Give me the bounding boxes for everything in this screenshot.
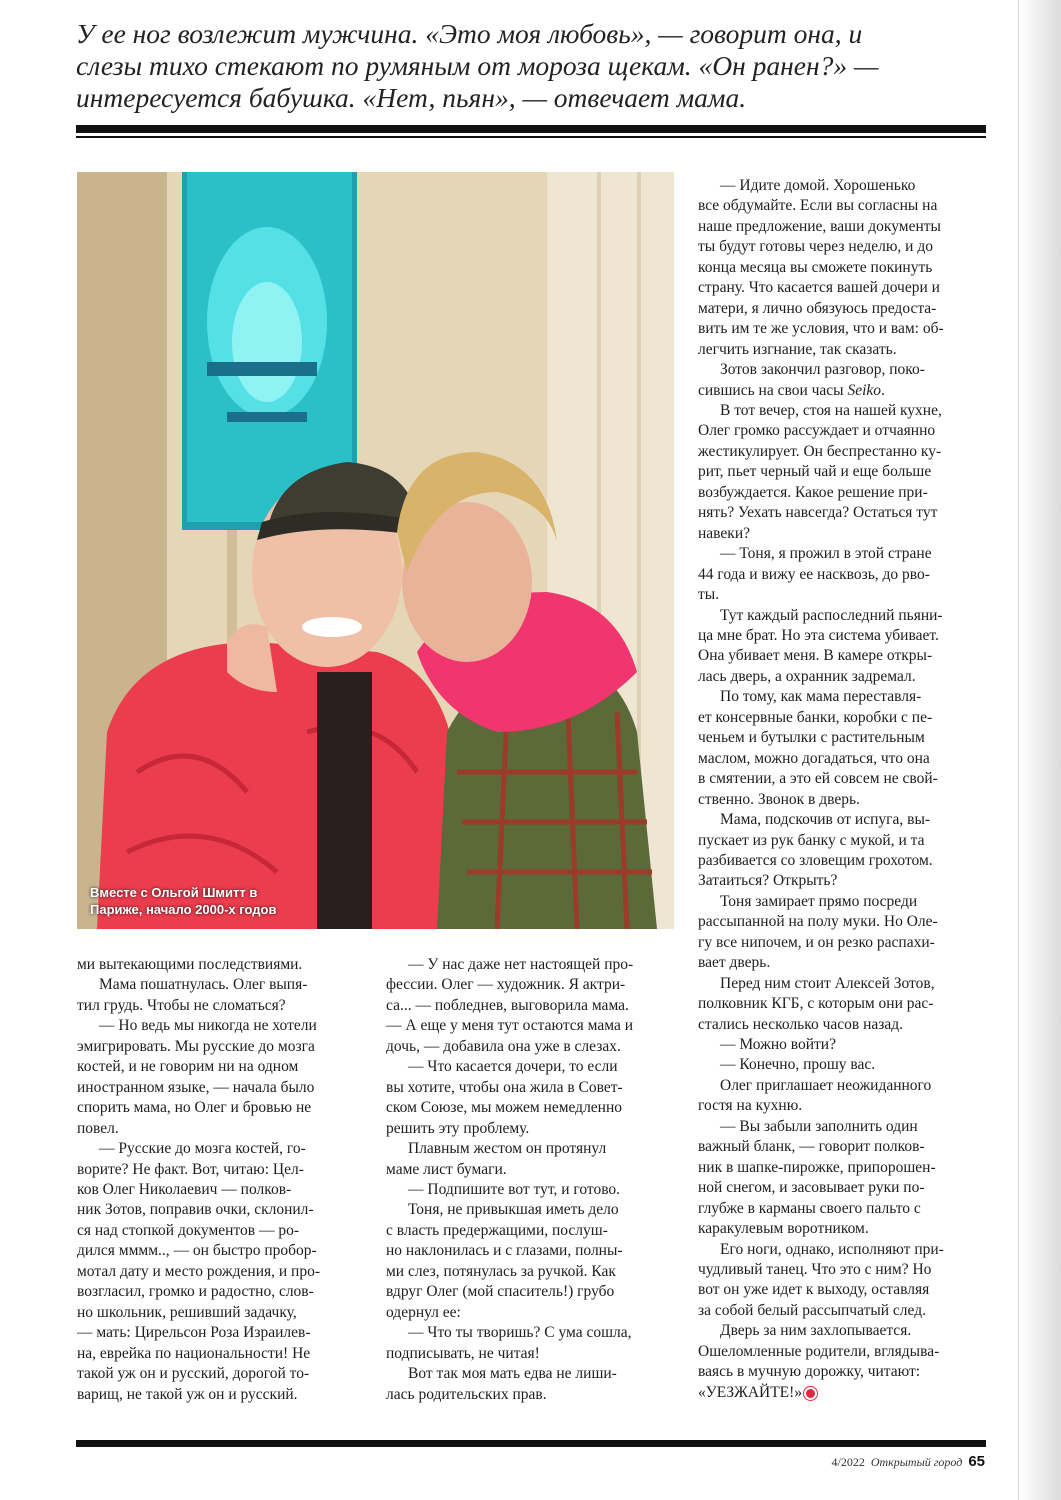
text-line: тил грудь. Чтобы не сломаться? — [77, 996, 286, 1014]
text-line: Мама, подскочив от испуга, вы- — [720, 811, 931, 829]
text-line: ет консервные банки, коробки с пе- — [698, 708, 933, 726]
text-line: Плавным жестом он протянул — [408, 1140, 607, 1158]
text-line: гостя на кухню. — [698, 1097, 803, 1115]
text-line: Затаиться? Открыть? — [698, 872, 838, 890]
text-line: ся над стопкой документов — ро- — [77, 1221, 300, 1239]
issue-number: 4/2022 — [831, 1455, 865, 1469]
text-line: каракулевым воротником. — [698, 1220, 869, 1238]
text-line: — Подпишите вот тут, и готово. — [408, 1180, 621, 1198]
text-line: лась родительских прав. — [386, 1385, 547, 1403]
text-line: пускает из рук банку с мукой, и та — [698, 831, 925, 849]
text-line: гу все нипочем, и он резко распахи- — [698, 933, 935, 951]
text-line: но школьник, решивший задачку, — [77, 1303, 297, 1321]
lead-line: слезы тихо стекают по румяным от мороза щекам. «Он ранен?» — — [76, 50, 879, 81]
caption-line: Париже, начало 2000-х годов — [90, 902, 277, 917]
page-gutter-shadow — [1018, 0, 1061, 1500]
text-line: спорить мама, но Олег и бровью не — [77, 1099, 312, 1117]
text-line: матери, я лично обязуюсь предоста- — [698, 299, 937, 317]
text-line: Его ноги, однако, исполняют при- — [720, 1240, 944, 1258]
text-line: на, еврейка по национальности! Не — [77, 1344, 311, 1362]
text-line: дился мммм.., — он быстро пробор- — [77, 1242, 317, 1260]
text-line: повел. — [77, 1119, 119, 1137]
text-line: Вот так моя мать едва не лиши- — [408, 1365, 617, 1383]
text-line: ца мне брат. Но эта система убивает. — [698, 626, 939, 644]
text-line: вдруг Олег (мой спаситель!) грубо — [386, 1283, 615, 1301]
text-line: вот он уже идет к выходу, оставляя — [698, 1281, 930, 1299]
text-line: Зотов закончил разговор, поко- — [720, 361, 925, 379]
text-line: разбивается со зловещим грохотом. — [698, 851, 933, 869]
text-line: ворите? Не факт. Вот, читаю: Цел- — [77, 1160, 304, 1178]
text-line: Перед ним стоит Алексей Зотов, — [720, 974, 935, 992]
text-column-2 — [386, 955, 671, 1405]
text-line: варищ, не такой уж он и русский. — [77, 1385, 298, 1403]
text-line: эмигрировать. Мы русские до мозга — [77, 1037, 315, 1055]
text-line: ков Олег Николаевич — полков- — [77, 1180, 292, 1198]
caption-line: Вместе с Ольгой Шмитт в — [90, 885, 258, 900]
text-line: все обдумайте. Если вы согласны на — [698, 197, 938, 215]
text-line: стались несколько часов назад. — [698, 1015, 904, 1033]
text-line: такой уж он и русский, дорогой то- — [77, 1365, 310, 1383]
text-line: ми вытекающими последствиями. — [77, 956, 303, 973]
text-line: костей, и не говорим ни на одном — [77, 1058, 299, 1076]
text-line: маслом, можно догадаться, что она — [698, 749, 930, 767]
text-line: одернул ее: — [386, 1303, 461, 1321]
text-line: вить им те же условия, что и вам: об- — [698, 320, 944, 338]
text-line: вает дверь. — [698, 954, 771, 972]
text-line: По тому, как мама переставля- — [720, 688, 922, 706]
text-line: — Что касается дочери, то если — [408, 1058, 618, 1076]
text-line: ваясь в мучную дорожку, читают: — [698, 1363, 921, 1381]
text-line: 44 года и вижу ее насквозь, до рво- — [698, 565, 930, 583]
bottom-rule — [76, 1440, 986, 1447]
text-line: мотал дату и место рождения, и про- — [77, 1262, 321, 1280]
text-line: лась дверь, а охранник задремал. — [698, 667, 916, 685]
text-line: — У нас даже нет настоящей про- — [408, 956, 634, 973]
photo-caption — [90, 884, 350, 918]
text-line: важный бланк, — говорит полков- — [698, 1138, 925, 1156]
text-line: рассыпанной на полу муки. Но Оле- — [698, 913, 938, 931]
text-line: вы хотите, чтобы она жила в Совет- — [386, 1078, 623, 1096]
text-line: — мать: Цирельсон Роза Израилев- — [77, 1324, 311, 1342]
text-line: жестикулирует. Он беспрестанно ку- — [698, 442, 942, 460]
text-line: чудливый танец. Что это с ним? Но — [698, 1261, 932, 1279]
text-line: Тоня, не привыкшая иметь дело — [408, 1201, 619, 1219]
text-line: глубже в карманы своего пальто с — [698, 1199, 921, 1217]
text-line: в смятении, а это ей совсем не свой- — [698, 770, 938, 788]
text-line: В тот вечер, стоя на нашей кухне, — [720, 401, 942, 419]
text-line: са... — побледнев, выговорила мама. — [386, 996, 629, 1014]
text-line: навеки? — [698, 524, 750, 542]
text-line: Олег громко рассуждает и отчаянно — [698, 422, 936, 440]
text-line: ты. — [698, 586, 720, 604]
text-line: возбуждается. Какое решение при- — [698, 483, 928, 501]
text-line: — Но ведь мы никогда не хотели — [99, 1017, 317, 1035]
text-line: — Вы забыли заполнить один — [720, 1117, 918, 1135]
text-line: — Русские до мозга костей, го- — [99, 1140, 306, 1158]
text-line: ты будут готовы через неделю, и до — [698, 238, 933, 256]
text-line: — А еще у меня тут остаются мама и — [386, 1017, 634, 1035]
page-number: 65 — [968, 1453, 985, 1470]
text-line: — Тоня, я прожил в этой стране — [720, 545, 932, 563]
top-rule — [76, 125, 986, 133]
text-line: ник Зотов, поправив очки, склонил- — [77, 1201, 314, 1219]
end-of-article-icon — [804, 1387, 817, 1400]
text-line: ник в шапке-пирожке, припорошен- — [698, 1158, 936, 1176]
text-line: фессии. Олег — художник. Я актри- — [386, 976, 626, 994]
article-photo — [77, 172, 674, 929]
top-rule-thin — [76, 136, 986, 138]
text-line: ченьем и бутылки с растительным — [698, 729, 925, 747]
text-line: наше предложение, ваши документы — [698, 217, 941, 235]
text-line: ной снегом, и засовывает руки по- — [698, 1179, 925, 1197]
text-line: Мама пошатнулась. Олег выпя- — [99, 976, 308, 994]
text-line: с власть предержащими, послуш- — [386, 1221, 608, 1239]
text-line: дочь, — добавила она уже в слезах. — [386, 1037, 621, 1055]
text-line: возгласил, громко и радостно, слов- — [77, 1283, 314, 1301]
text-line: решить эту проблему. — [386, 1119, 530, 1137]
text-line: — Конечно, прошу вас. — [720, 1056, 876, 1074]
page-footer — [832, 1453, 986, 1470]
text-line: ском Союзе, мы можем немедленно — [386, 1099, 623, 1117]
text-line: Олег приглашает неожиданного — [720, 1076, 932, 1094]
text-line: но наклонилась и с глазами, полны- — [386, 1242, 623, 1260]
text-line: Дверь за ним захлопывается. — [720, 1322, 912, 1340]
text-line: Она убивает меня. В камере откры- — [698, 647, 933, 665]
text-line: Тоня замирает прямо посреди — [720, 892, 918, 910]
text-line: ми слез, потянулась за ручкой. Как — [386, 1262, 616, 1280]
text-line: рит, пьет черный чай и еще больше — [698, 463, 932, 481]
text-line: маме лист бумаги. — [386, 1160, 507, 1178]
magazine-title: Открытый город — [870, 1455, 963, 1469]
text-line: подписывать, не читая! — [386, 1344, 540, 1362]
text-column-3 — [698, 176, 983, 1403]
text-line: конца месяца вы сможете покинуть — [698, 258, 933, 276]
text-line: легчить изгнание, так сказать. — [698, 340, 897, 358]
text-line: нять? Уехать навсегда? Остаться тут — [698, 504, 938, 522]
text-line: ственно. Звонок в дверь. — [698, 790, 860, 808]
text-line: Ошеломленные родители, вглядыва- — [698, 1342, 940, 1360]
text-line: за собой белый рассыпчатый след. — [698, 1301, 926, 1319]
text-line: иностранном языке, — начала было — [77, 1078, 315, 1096]
lead-line: У ее ног возлежит мужчина. «Это моя любовь», — говорит она, и — [76, 18, 863, 49]
text-line: полковник КГБ, с которым они рас- — [698, 995, 934, 1013]
text-line: Тут каждый распоследний пьяни- — [720, 606, 943, 624]
text-column-1 — [77, 955, 362, 1405]
text-line: страну. Что касается вашей дочери и — [698, 279, 940, 297]
text-line: — Идите домой. Хорошенько — [720, 177, 916, 194]
text-line: — Можно войти? — [720, 1036, 836, 1054]
text-line: — Что ты творишь? С ума сошла, — [408, 1324, 632, 1342]
text-line: сившись на свои часы Seiko. — [698, 381, 885, 399]
text-line: «УЕЗЖАЙТЕ!» — [698, 1383, 983, 1403]
lead-quote — [76, 18, 976, 114]
lead-line: интересуется бабушка. «Нет, пьян», — отвечает мама. — [76, 82, 747, 113]
